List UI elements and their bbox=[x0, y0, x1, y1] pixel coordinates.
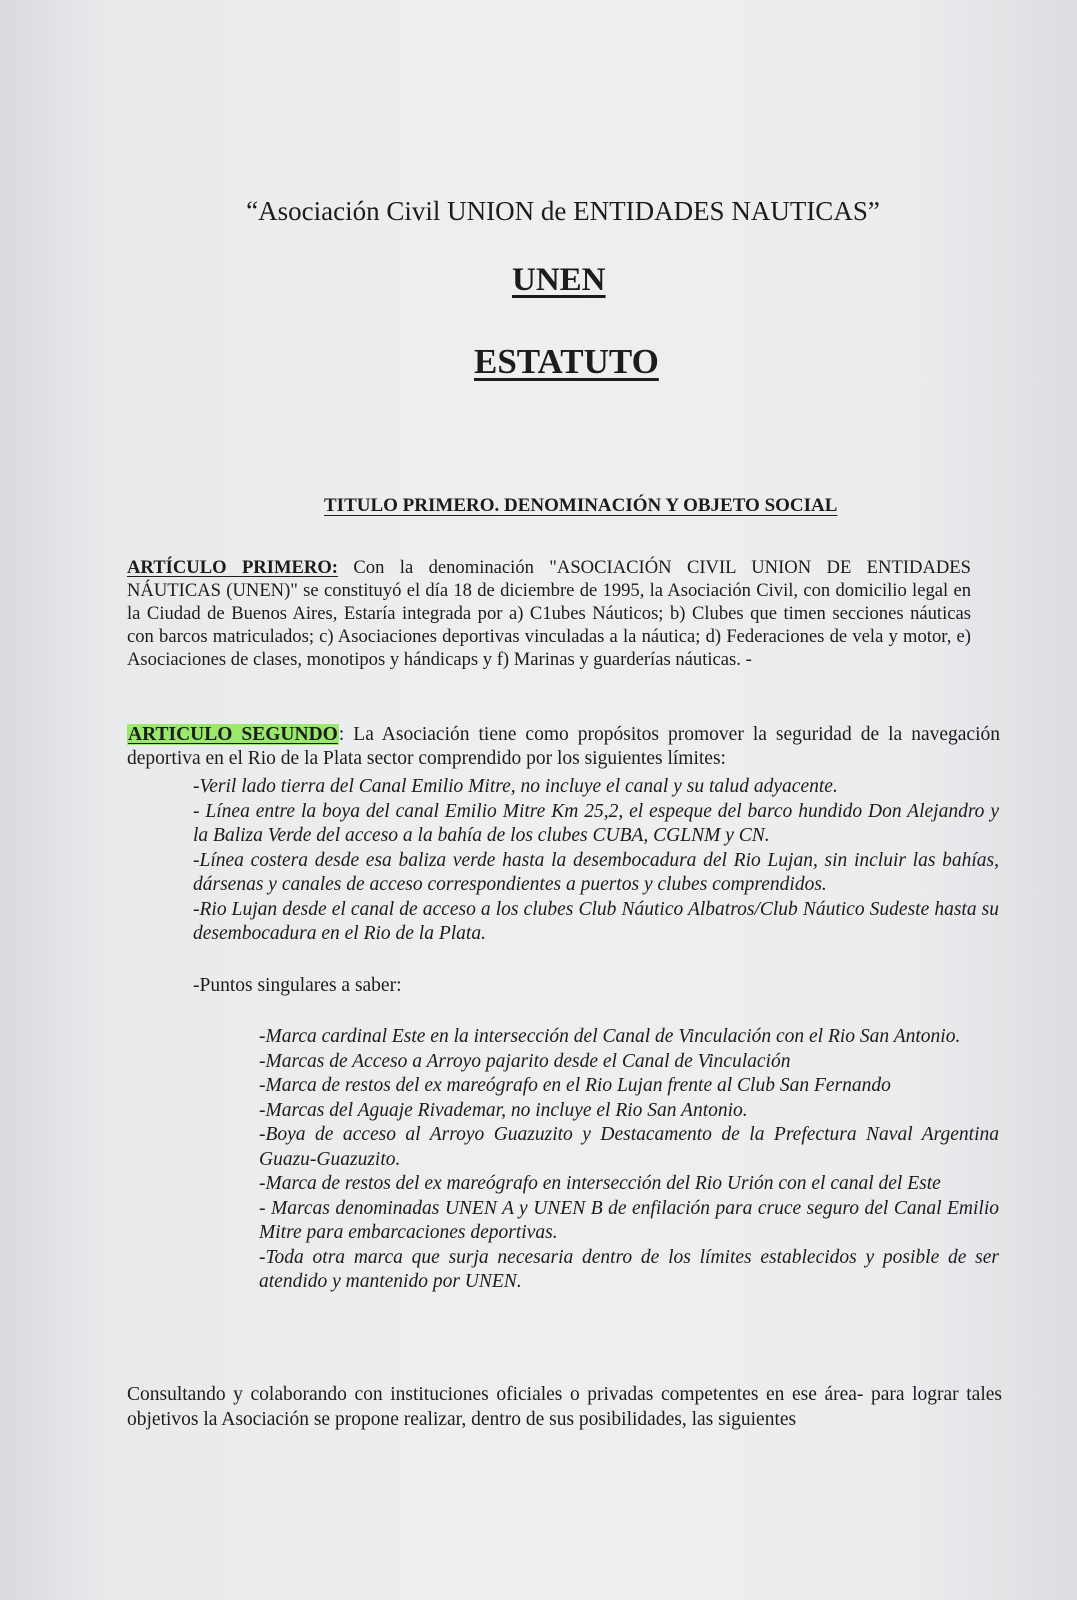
limits-list bbox=[193, 775, 999, 947]
list-item: -Toda otra marca que surja necesaria dentro de los límites establecidos y posible de ser atendido y mantenido por UNEN. bbox=[259, 1246, 999, 1292]
list-item: -Marca de restos del ex mareógrafo en intersección del Rio Urión con el canal del Este bbox=[259, 1173, 941, 1194]
list-item: -Marcas de Acceso a Arroyo pajarito desde el Canal de Vinculación bbox=[259, 1050, 791, 1072]
list-item: -Boya de acceso al Arroyo Guazuzito y Destacamento de la Prefectura Naval Argentina Guazu-Guazuzito. bbox=[259, 1124, 999, 1170]
puntos-singulares-label: -Puntos singulares a saber: bbox=[193, 975, 402, 996]
list-item: -Marca de restos del ex mareógrafo en el Rio Lujan frente al Club San Fernando bbox=[259, 1075, 891, 1096]
articulo-primero-text: Con la denominación "ASOCIACIÓN CIVIL UNION DE ENTIDADES NÁUTICAS (UNEN)" se constituyó el día 18 de diciembre de 1995, la Asociación Civil, con domicilio legal en la Ciudad de Buenos Aires, Estaría integrada por a) C1ubes Náuticos; b) Clubes que timen secciones náuticas con barcos matriculados; c) Asociaciones deportivas vinculadas a la náutica; d) Federaciones de vela y motor, e) Asociaciones de clases, monotipos y hándicaps y f) Marinas y guarderías náuticas. - bbox=[127, 557, 971, 670]
list-item: -Línea costera desde esa baliza verde hasta la desembocadura del Rio Lujan, sin incluir las bahías, dársenas y canales de acceso correspondientes a puertos y clubes comprendidos. bbox=[193, 849, 999, 895]
section-title: TITULO PRIMERO. DENOMINACIÓN Y OBJETO SOCIAL bbox=[324, 495, 838, 516]
closing-paragraph: Consultando y colaborando con instituciones oficiales o privadas competentes en ese área- para lograr tales objetivos la Asociación se propone realizar, dentro de sus posibilidades, las siguientes bbox=[127, 1384, 1002, 1430]
list-item: -Rio Lujan desde el canal de acceso a los clubes Club Náutico Albatros/Club Náutico Sudeste hasta su desembocadura en el Rio de la Plata. bbox=[193, 898, 999, 944]
puntos-list bbox=[259, 1025, 999, 1295]
list-item: -Marcas del Aguaje Rivademar, no incluye el Rio San Antonio. bbox=[259, 1099, 748, 1121]
articulo-segundo bbox=[127, 723, 1000, 771]
articulo-segundo-text: La Asociación tiene como propósitos promover la seguridad de la navegación deportiva en el Rio de la Plata sector comprendido por los siguientes límites: bbox=[127, 724, 1000, 769]
articulo-segundo-label: ARTICULO SEGUNDO bbox=[128, 724, 338, 745]
statute-heading: ESTATUTO bbox=[474, 342, 659, 381]
articulo-primero bbox=[127, 556, 971, 671]
list-item: - Línea entre la boya del canal Emilio Mitre Km 25,2, el espeque del barco hundido Don Alejandro y la Baliza Verde del acceso a la bahía de los clubes CUBA, CGLNM y CN. bbox=[193, 800, 999, 846]
list-item: - Marcas denominadas UNEN A y UNEN B de enfilación para cruce seguro del Canal Emilio Mitre para embarcaciones deportivas. bbox=[259, 1197, 999, 1243]
acronym-heading: UNEN bbox=[512, 262, 606, 298]
document-title: “Asociación Civil UNION de ENTIDADES NAUTICAS” bbox=[246, 196, 880, 226]
articulo-primero-label: ARTÍCULO PRIMERO: bbox=[127, 557, 339, 578]
articulo-segundo-colon: : bbox=[338, 724, 345, 745]
list-item: -Marca cardinal Este en la intersección del Canal de Vinculación con el Rio San Antonio. bbox=[259, 1026, 961, 1047]
list-item: -Veril lado tierra del Canal Emilio Mitre, no incluye el canal y su talud adyacente. bbox=[193, 776, 838, 797]
